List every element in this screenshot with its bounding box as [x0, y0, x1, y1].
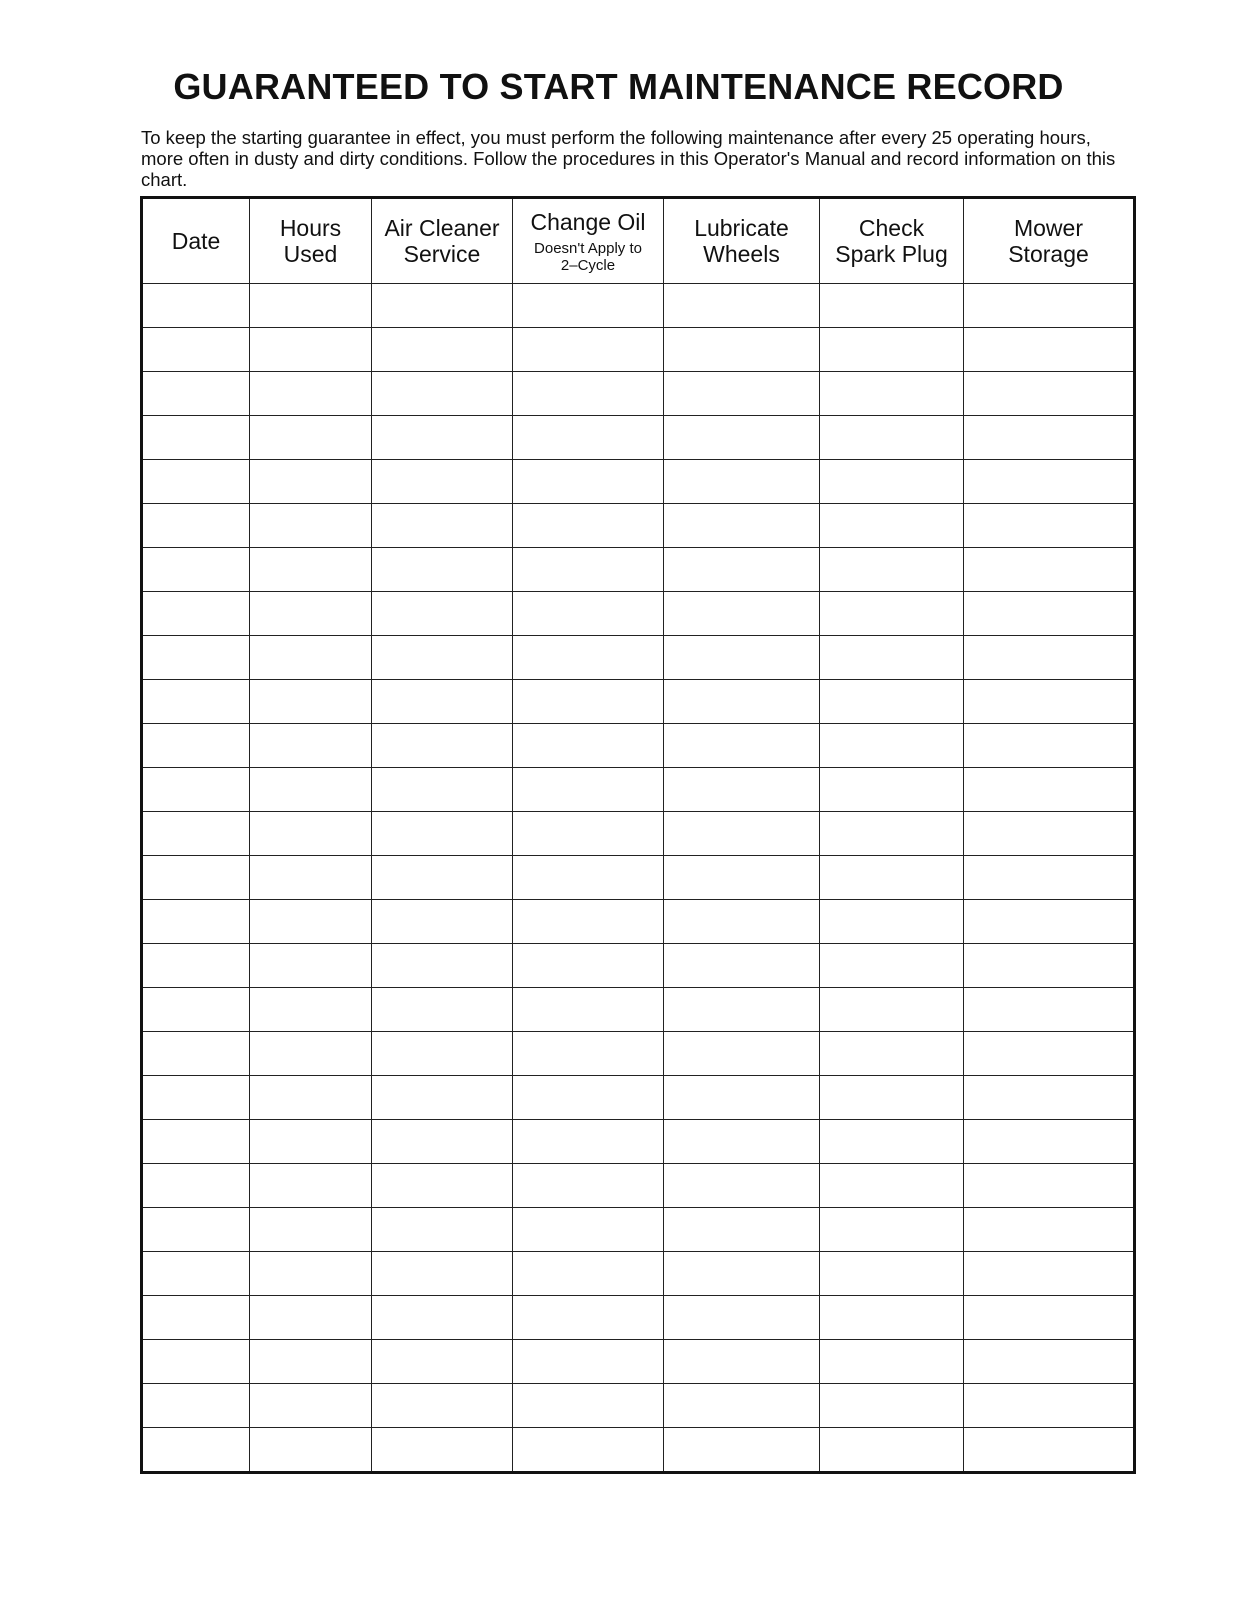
record-cell[interactable] [820, 548, 964, 592]
record-cell[interactable] [372, 328, 513, 372]
record-cell[interactable] [142, 988, 250, 1032]
record-cell[interactable] [513, 416, 664, 460]
record-cell[interactable] [513, 680, 664, 724]
record-cell[interactable] [142, 636, 250, 680]
record-cell[interactable] [820, 1032, 964, 1076]
record-cell[interactable] [372, 372, 513, 416]
record-cell[interactable] [513, 1208, 664, 1252]
record-cell[interactable] [820, 1428, 964, 1473]
table-row [142, 680, 1135, 724]
record-cell[interactable] [513, 724, 664, 768]
table-row [142, 548, 1135, 592]
record-cell[interactable] [513, 284, 664, 328]
record-cell[interactable] [664, 636, 820, 680]
record-cell[interactable] [250, 548, 372, 592]
column-header-date [142, 198, 250, 284]
record-cell[interactable] [142, 768, 250, 812]
record-cell[interactable] [964, 1208, 1135, 1252]
record-cell[interactable] [372, 1340, 513, 1384]
record-cell[interactable] [964, 328, 1135, 372]
record-cell[interactable] [372, 1120, 513, 1164]
record-cell[interactable] [372, 856, 513, 900]
record-cell[interactable] [142, 416, 250, 460]
record-cell[interactable] [820, 724, 964, 768]
record-cell[interactable] [250, 812, 372, 856]
record-cell[interactable] [513, 460, 664, 504]
record-cell[interactable] [964, 988, 1135, 1032]
table-row [142, 900, 1135, 944]
record-cell[interactable] [142, 328, 250, 372]
record-cell[interactable] [142, 504, 250, 548]
record-cell[interactable] [513, 1076, 664, 1120]
record-cell[interactable] [372, 1164, 513, 1208]
record-cell[interactable] [250, 944, 372, 988]
record-cell[interactable] [372, 1428, 513, 1473]
record-cell[interactable] [372, 900, 513, 944]
record-cell[interactable] [664, 724, 820, 768]
record-cell[interactable] [142, 592, 250, 636]
record-cell[interactable] [664, 1384, 820, 1428]
record-cell[interactable] [372, 768, 513, 812]
table-row [142, 1296, 1135, 1340]
record-cell[interactable] [664, 1340, 820, 1384]
record-cell[interactable] [250, 1340, 372, 1384]
record-cell[interactable] [250, 1252, 372, 1296]
record-cell[interactable] [964, 1428, 1135, 1473]
record-cell[interactable] [820, 1296, 964, 1340]
record-cell[interactable] [664, 328, 820, 372]
record-cell[interactable] [664, 1428, 820, 1473]
record-cell[interactable] [964, 1164, 1135, 1208]
record-cell[interactable] [142, 1208, 250, 1252]
record-cell[interactable] [964, 944, 1135, 988]
record-cell[interactable] [664, 372, 820, 416]
table-row [142, 1384, 1135, 1428]
record-cell[interactable] [964, 1296, 1135, 1340]
table-row [142, 1252, 1135, 1296]
record-cell[interactable] [664, 460, 820, 504]
record-cell[interactable] [664, 988, 820, 1032]
record-cell[interactable] [142, 856, 250, 900]
record-cell[interactable] [250, 328, 372, 372]
table-row [142, 1428, 1135, 1473]
record-cell[interactable] [372, 1296, 513, 1340]
record-cell[interactable] [964, 856, 1135, 900]
record-cell[interactable] [250, 724, 372, 768]
record-cell[interactable] [250, 1164, 372, 1208]
record-cell[interactable] [820, 1252, 964, 1296]
record-cell[interactable] [250, 1428, 372, 1473]
record-cell[interactable] [820, 504, 964, 548]
record-cell[interactable] [372, 460, 513, 504]
record-cell[interactable] [250, 460, 372, 504]
record-cell[interactable] [964, 284, 1135, 328]
record-cell[interactable] [142, 1164, 250, 1208]
record-cell[interactable] [820, 900, 964, 944]
record-cell[interactable] [820, 812, 964, 856]
record-cell[interactable] [372, 680, 513, 724]
record-cell[interactable] [513, 1296, 664, 1340]
table-row [142, 1032, 1135, 1076]
record-cell[interactable] [372, 1076, 513, 1120]
record-cell[interactable] [664, 812, 820, 856]
record-cell[interactable] [513, 944, 664, 988]
record-cell[interactable] [820, 636, 964, 680]
record-cell[interactable] [664, 768, 820, 812]
record-cell[interactable] [250, 988, 372, 1032]
record-cell[interactable] [142, 1384, 250, 1428]
record-cell[interactable] [142, 284, 250, 328]
column-header-label: Change Oil [530, 208, 646, 235]
record-cell[interactable] [964, 1076, 1135, 1120]
record-cell[interactable] [513, 328, 664, 372]
column-header-label: Hours Used [279, 215, 342, 267]
record-cell[interactable] [964, 812, 1135, 856]
table-row [142, 636, 1135, 680]
record-cell[interactable] [820, 1164, 964, 1208]
table-row [142, 1076, 1135, 1120]
record-cell[interactable] [664, 1076, 820, 1120]
record-cell[interactable] [513, 988, 664, 1032]
record-cell[interactable] [820, 944, 964, 988]
record-cell[interactable] [250, 1384, 372, 1428]
record-cell[interactable] [664, 548, 820, 592]
record-cell[interactable] [372, 284, 513, 328]
record-cell[interactable] [664, 504, 820, 548]
record-cell[interactable] [820, 372, 964, 416]
record-cell[interactable] [664, 1164, 820, 1208]
record-cell[interactable] [664, 944, 820, 988]
table-row [142, 504, 1135, 548]
column-header-air-cleaner-service [372, 198, 513, 284]
table-row [142, 1208, 1135, 1252]
record-cell[interactable] [820, 328, 964, 372]
table-row [142, 328, 1135, 372]
table-row [142, 592, 1135, 636]
record-cell[interactable] [664, 1120, 820, 1164]
record-cell[interactable] [372, 504, 513, 548]
record-cell[interactable] [372, 724, 513, 768]
record-cell[interactable] [513, 900, 664, 944]
record-cell[interactable] [142, 1428, 250, 1473]
record-cell[interactable] [250, 680, 372, 724]
record-cell[interactable] [142, 460, 250, 504]
column-header-lubricate-wheels [664, 198, 820, 284]
record-cell[interactable] [513, 592, 664, 636]
record-cell[interactable] [250, 768, 372, 812]
intro-paragraph: To keep the starting guarantee in effect, you must perform the following maintenance after every 25 operating hours, more often in dusty and dirty conditions. Follow the procedures in this Operator's Manual and record information on this chart. [141, 127, 1116, 190]
record-cell[interactable] [513, 1164, 664, 1208]
table-row [142, 856, 1135, 900]
table-row [142, 944, 1135, 988]
record-cell[interactable] [964, 548, 1135, 592]
record-cell[interactable] [250, 1208, 372, 1252]
record-cell[interactable] [372, 1384, 513, 1428]
record-cell[interactable] [820, 1208, 964, 1252]
table-row [142, 768, 1135, 812]
record-cell[interactable] [664, 680, 820, 724]
record-cell[interactable] [513, 504, 664, 548]
record-cell[interactable] [964, 636, 1135, 680]
record-cell[interactable] [964, 768, 1135, 812]
record-cell[interactable] [142, 1120, 250, 1164]
record-cell[interactable] [820, 768, 964, 812]
record-cell[interactable] [372, 988, 513, 1032]
record-cell[interactable] [513, 1428, 664, 1473]
record-cell[interactable] [142, 1340, 250, 1384]
record-cell[interactable] [664, 1208, 820, 1252]
record-cell[interactable] [964, 1120, 1135, 1164]
record-cell[interactable] [142, 372, 250, 416]
record-cell[interactable] [142, 1076, 250, 1120]
record-cell[interactable] [142, 900, 250, 944]
table-row [142, 284, 1135, 328]
record-cell[interactable] [820, 988, 964, 1032]
table-row [142, 416, 1135, 460]
record-cell[interactable] [250, 856, 372, 900]
column-header-mower-storage [964, 198, 1135, 284]
record-cell[interactable] [820, 284, 964, 328]
table-row [142, 460, 1135, 504]
table-row [142, 1120, 1135, 1164]
record-cell[interactable] [664, 900, 820, 944]
record-cell[interactable] [372, 944, 513, 988]
record-cell[interactable] [250, 1076, 372, 1120]
page-title: GUARANTEED TO START MAINTENANCE RECORD [173, 66, 1064, 107]
record-cell[interactable] [513, 856, 664, 900]
record-cell[interactable] [820, 856, 964, 900]
record-cell[interactable] [820, 1076, 964, 1120]
record-cell[interactable] [664, 416, 820, 460]
record-cell[interactable] [964, 592, 1135, 636]
record-cell[interactable] [250, 504, 372, 548]
record-cell[interactable] [142, 1032, 250, 1076]
record-cell[interactable] [820, 416, 964, 460]
record-cell[interactable] [372, 1252, 513, 1296]
record-cell[interactable] [250, 1296, 372, 1340]
column-header-note: Doesn't Apply to 2–Cycle [534, 239, 642, 274]
record-cell[interactable] [964, 1340, 1135, 1384]
record-cell[interactable] [964, 1032, 1135, 1076]
column-header-label: Air Cleaner Service [384, 215, 500, 267]
table-row [142, 1164, 1135, 1208]
record-body [142, 284, 1135, 1473]
record-cell[interactable] [513, 1252, 664, 1296]
record-cell[interactable] [142, 724, 250, 768]
table-row [142, 372, 1135, 416]
record-cell[interactable] [964, 460, 1135, 504]
record-cell[interactable] [513, 636, 664, 680]
column-header-hours-used [250, 198, 372, 284]
column-header-label: Check Spark Plug [835, 215, 948, 267]
record-cell[interactable] [250, 636, 372, 680]
record-cell[interactable] [964, 1252, 1135, 1296]
column-header-change-oil [513, 198, 664, 284]
record-cell[interactable] [250, 1120, 372, 1164]
record-cell[interactable] [142, 680, 250, 724]
record-cell[interactable] [664, 856, 820, 900]
record-cell[interactable] [250, 900, 372, 944]
record-cell[interactable] [372, 416, 513, 460]
record-cell[interactable] [513, 372, 664, 416]
record-cell[interactable] [964, 372, 1135, 416]
record-cell[interactable] [513, 1340, 664, 1384]
record-cell[interactable] [142, 812, 250, 856]
record-cell[interactable] [142, 1296, 250, 1340]
record-cell[interactable] [142, 548, 250, 592]
record-cell[interactable] [372, 1208, 513, 1252]
record-cell[interactable] [664, 1032, 820, 1076]
record-cell[interactable] [513, 812, 664, 856]
record-cell[interactable] [142, 944, 250, 988]
record-cell[interactable] [250, 416, 372, 460]
record-cell[interactable] [513, 1384, 664, 1428]
record-cell[interactable] [964, 724, 1135, 768]
record-cell[interactable] [820, 1384, 964, 1428]
record-cell[interactable] [372, 636, 513, 680]
record-cell[interactable] [820, 460, 964, 504]
column-header-label: Date [171, 228, 221, 254]
record-cell[interactable] [250, 372, 372, 416]
record-cell[interactable] [664, 1252, 820, 1296]
record-cell[interactable] [372, 1032, 513, 1076]
table-row [142, 724, 1135, 768]
table-row [142, 988, 1135, 1032]
record-cell[interactable] [964, 1384, 1135, 1428]
record-cell[interactable] [820, 1340, 964, 1384]
record-cell[interactable] [250, 592, 372, 636]
record-cell[interactable] [513, 548, 664, 592]
record-cell[interactable] [820, 592, 964, 636]
table-row [142, 812, 1135, 856]
record-cell[interactable] [142, 1252, 250, 1296]
table-row [142, 1340, 1135, 1384]
record-cell[interactable] [664, 1296, 820, 1340]
column-header-check-spark-plug [820, 198, 964, 284]
record-cell[interactable] [964, 680, 1135, 724]
record-cell[interactable] [820, 1120, 964, 1164]
column-header-label: Mower Storage [1008, 215, 1089, 267]
column-header-label: Lubricate Wheels [694, 215, 789, 267]
maintenance-record-table [140, 196, 1136, 1474]
record-cell[interactable] [250, 1032, 372, 1076]
header-row [142, 198, 1135, 284]
record-cell[interactable] [513, 768, 664, 812]
record-cell[interactable] [964, 900, 1135, 944]
record-cell[interactable] [664, 284, 820, 328]
record-cell[interactable] [513, 1032, 664, 1076]
record-cell[interactable] [820, 680, 964, 724]
record-cell[interactable] [964, 416, 1135, 460]
record-cell[interactable] [372, 812, 513, 856]
record-cell[interactable] [250, 284, 372, 328]
record-cell[interactable] [964, 504, 1135, 548]
record-cell[interactable] [513, 1120, 664, 1164]
record-cell[interactable] [372, 548, 513, 592]
record-cell[interactable] [372, 592, 513, 636]
record-cell[interactable] [664, 592, 820, 636]
